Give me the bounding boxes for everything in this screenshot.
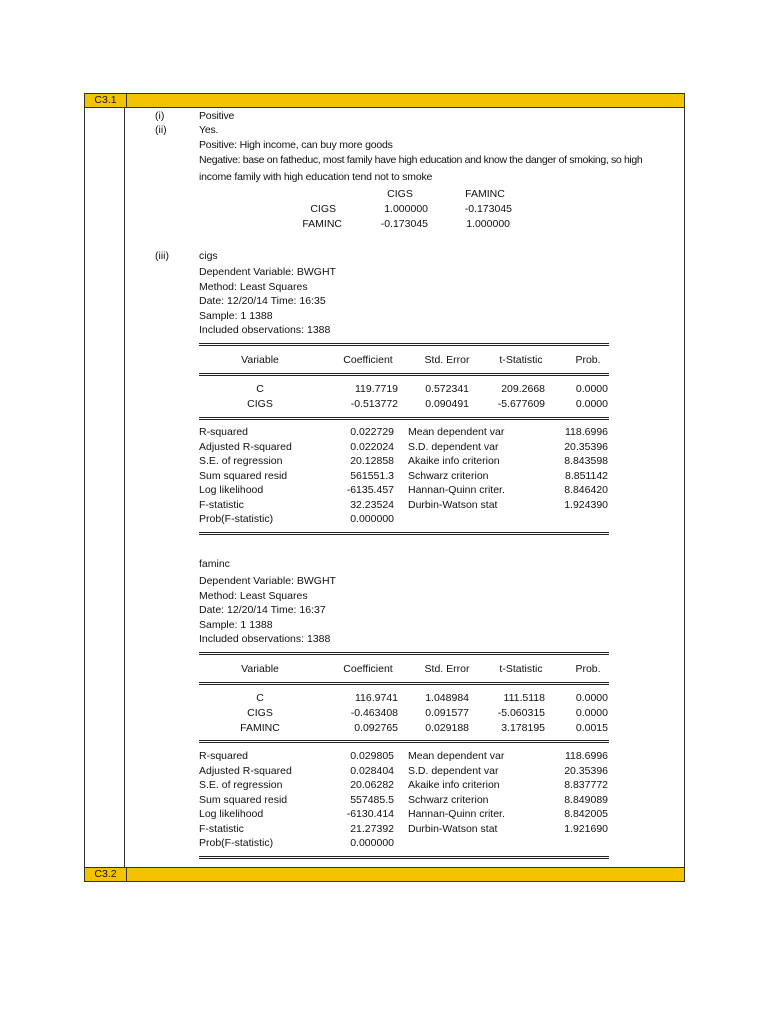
col-header: Variable [241, 354, 279, 366]
col-header: Coefficient [343, 354, 393, 366]
cell: -5.060315 [497, 707, 545, 719]
stat-label: Log likelihood [199, 484, 264, 496]
stat-label: S.D. dependent var [408, 765, 499, 777]
reg1-meta: Sample: 1 1388 [199, 310, 273, 322]
stat-label: Schwarz criterion [408, 470, 489, 482]
section-label: C3.1 [85, 94, 127, 107]
stat-label: F-statistic [199, 823, 244, 835]
column-divider [124, 107, 125, 868]
cell: 0.029188 [425, 722, 469, 734]
stat-value: 8.837772 [564, 779, 608, 791]
stat-value: -6135.457 [346, 484, 394, 496]
reg2-meta: Method: Least Squares [199, 590, 308, 602]
stat-value: 8.851142 [564, 470, 608, 482]
stat-value: 8.849089 [564, 794, 608, 806]
stat-value: 118.6996 [564, 750, 608, 762]
stat-label: Akaike info criterion [408, 455, 500, 467]
cell: 209.2668 [501, 383, 545, 395]
col-header: t-Statistic [499, 663, 543, 675]
stat-value: 20.12858 [350, 455, 394, 467]
cell: 0.0000 [575, 398, 608, 410]
stat-label: S.E. of regression [199, 455, 283, 467]
part-ii-line: Negative: base on fatheduc, most family have high education and know the danger of smoking, so high [199, 154, 643, 166]
part-ii-line: Positive: High income, can buy more goods [199, 139, 393, 151]
table-rule [199, 417, 609, 420]
cell: 0.0000 [575, 692, 608, 704]
part-ii-number: (ii) [155, 124, 167, 136]
stat-value: 561551.3 [350, 470, 394, 482]
col-header: t-Statistic [499, 354, 543, 366]
corr-row-name: FAMINC [302, 218, 342, 230]
stat-value: 1.924390 [564, 499, 608, 511]
stat-value: 20.35396 [564, 441, 608, 453]
stat-label: Durbin-Watson stat [408, 499, 498, 511]
stat-label: Prob(F-statistic) [199, 513, 274, 525]
col-header: Prob. [575, 354, 601, 366]
stat-label: F-statistic [199, 499, 244, 511]
stat-value: 0.029805 [350, 750, 394, 762]
cell: 0.092765 [354, 722, 398, 734]
stat-label: Sum squared resid [199, 794, 288, 806]
cell: 0.0000 [575, 383, 608, 395]
stat-value: 8.842005 [564, 808, 608, 820]
col-header: Variable [241, 663, 279, 675]
cell: 119.7719 [354, 383, 398, 395]
part-ii-line: Yes. [199, 124, 219, 136]
part-ii-line: income family with high education tend not to smoke [199, 171, 433, 183]
cell: -0.463408 [350, 707, 398, 719]
cell: 3.178195 [501, 722, 545, 734]
corr-col-header: FAMINC [465, 188, 505, 200]
stat-value: 0.000000 [350, 513, 394, 525]
stat-label: Sum squared resid [199, 470, 288, 482]
stat-label: Mean dependent var [408, 426, 505, 438]
corr-cell: 1.000000 [466, 218, 510, 230]
reg2-meta: Dependent Variable: BWGHT [199, 575, 336, 587]
stat-label: Durbin-Watson stat [408, 823, 498, 835]
cell: C [256, 692, 264, 704]
reg2-meta: Sample: 1 1388 [199, 619, 273, 631]
stat-value: 0.028404 [350, 765, 394, 777]
cell: 0.0000 [575, 707, 608, 719]
cell: 116.9741 [354, 692, 398, 704]
part-i-number: (i) [155, 110, 165, 122]
stat-value: 0.022729 [350, 426, 394, 438]
corr-cell: -0.173045 [464, 203, 512, 215]
stat-label: S.D. dependent var [408, 441, 499, 453]
corr-row-name: CIGS [310, 203, 336, 215]
stat-value: 0.022024 [350, 441, 394, 453]
stat-label: R-squared [199, 750, 249, 762]
stat-label: R-squared [199, 426, 249, 438]
stat-value: 20.06282 [350, 779, 394, 791]
stat-label: S.E. of regression [199, 779, 283, 791]
stat-value: -6130.414 [346, 808, 394, 820]
cell: CIGS [247, 398, 273, 410]
reg1-meta: Included observations: 1388 [199, 324, 331, 336]
col-header: Std. Error [424, 354, 470, 366]
corr-cell: -0.173045 [380, 218, 428, 230]
table-rule [199, 652, 609, 655]
cell: 0.0015 [575, 722, 608, 734]
col-header: Std. Error [424, 663, 470, 675]
cell: 0.091577 [425, 707, 469, 719]
cell: 0.090491 [425, 398, 469, 410]
stat-label: Adjusted R-squared [199, 765, 292, 777]
cell: 111.5118 [503, 692, 545, 704]
reg1-meta: Dependent Variable: BWGHT [199, 266, 336, 278]
table-rule [199, 373, 609, 376]
cell: -5.677609 [497, 398, 545, 410]
table-rule [199, 740, 609, 743]
part-iii-number: (iii) [155, 250, 169, 262]
stat-label: Hannan-Quinn criter. [408, 808, 505, 820]
stat-value: 21.27392 [350, 823, 394, 835]
reg2-title: faminc [199, 558, 230, 570]
table-rule [199, 682, 609, 685]
table-rule [199, 343, 609, 346]
cell: CIGS [247, 707, 273, 719]
stat-value: 8.846420 [564, 484, 608, 496]
stat-value: 118.6996 [564, 426, 608, 438]
cell: 0.572341 [425, 383, 469, 395]
stat-value: 20.35396 [564, 765, 608, 777]
section-header-c3-2 [84, 867, 685, 882]
stat-value: 32.23524 [350, 499, 394, 511]
col-header: Prob. [575, 663, 601, 675]
reg2-meta: Date: 12/20/14 Time: 16:37 [199, 604, 326, 616]
cell: FAMINC [240, 722, 280, 734]
reg1-title: cigs [199, 250, 218, 262]
cell: 1.048984 [425, 692, 469, 704]
cell: C [256, 383, 264, 395]
stat-value: 8.843598 [564, 455, 608, 467]
part-i-answer: Positive [199, 110, 235, 122]
stat-label: Hannan-Quinn criter. [408, 484, 505, 496]
section-label: C3.2 [85, 868, 127, 881]
col-header: Coefficient [343, 663, 393, 675]
table-rule [199, 532, 609, 535]
reg1-meta: Date: 12/20/14 Time: 16:35 [199, 295, 326, 307]
reg2-meta: Included observations: 1388 [199, 633, 331, 645]
stat-label: Mean dependent var [408, 750, 505, 762]
stat-label: Schwarz criterion [408, 794, 489, 806]
table-rule [199, 856, 609, 859]
reg1-meta: Method: Least Squares [199, 281, 308, 293]
stat-label: Prob(F-statistic) [199, 837, 274, 849]
stat-value: 1.921690 [564, 823, 608, 835]
stat-value: 0.000000 [350, 837, 394, 849]
stat-value: 557485.5 [350, 794, 394, 806]
cell: -0.513772 [350, 398, 398, 410]
stat-label: Adjusted R-squared [199, 441, 292, 453]
section-header-c3-1 [84, 93, 685, 108]
corr-cell: 1.000000 [384, 203, 428, 215]
corr-col-header: CIGS [387, 188, 413, 200]
stat-label: Log likelihood [199, 808, 264, 820]
stat-label: Akaike info criterion [408, 779, 500, 791]
